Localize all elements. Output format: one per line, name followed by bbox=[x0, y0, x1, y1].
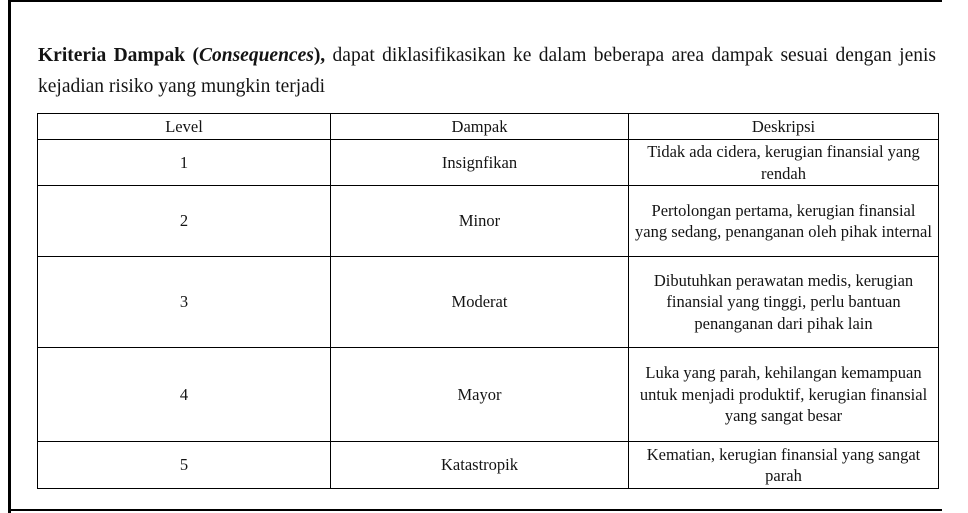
cell-deskripsi: Luka yang parah, kehilangan kemampuan untuk menjadi produktif, kerugian finansial yang sangat besar bbox=[629, 348, 939, 442]
heading-rest: dapat diklasifikasikan ke dalam beberapa area dampak sesuai dengan jenis kejadian risiko yang mungkin terjadi bbox=[38, 44, 936, 97]
table-header-row bbox=[38, 114, 939, 140]
cell-dampak: Minor bbox=[331, 186, 629, 257]
heading-bold-suffix: ), bbox=[313, 44, 326, 66]
page-border-bottom bbox=[8, 509, 942, 511]
consequence-criteria-table bbox=[37, 113, 939, 489]
table-row bbox=[38, 442, 939, 489]
cell-deskripsi: Pertolongan pertama, kerugian finansial yang sedang, penanganan oleh pihak internal bbox=[629, 186, 939, 257]
cell-deskripsi: Tidak ada cidera, kerugian finansial yang rendah bbox=[629, 140, 939, 186]
cell-level: 2 bbox=[38, 186, 331, 257]
page-border-top bbox=[8, 0, 942, 2]
column-header-level: Level bbox=[38, 114, 331, 140]
table-row bbox=[38, 186, 939, 257]
cell-level: 4 bbox=[38, 348, 331, 442]
table-row bbox=[38, 348, 939, 442]
cell-level: 5 bbox=[38, 442, 331, 489]
table-row bbox=[38, 140, 939, 186]
cell-dampak: Mayor bbox=[331, 348, 629, 442]
page-border-left bbox=[8, 0, 11, 513]
column-header-dampak: Dampak bbox=[331, 114, 629, 140]
cell-dampak: Moderat bbox=[331, 257, 629, 348]
cell-level: 1 bbox=[38, 140, 331, 186]
table-row bbox=[38, 257, 939, 348]
column-header-deskripsi: Deskripsi bbox=[629, 114, 939, 140]
cell-level: 3 bbox=[38, 257, 331, 348]
cell-dampak: Insignfikan bbox=[331, 140, 629, 186]
cell-dampak: Katastropik bbox=[331, 442, 629, 489]
heading-italic-term: Consequences bbox=[198, 44, 314, 66]
heading-bold-prefix: Kriteria Dampak ( bbox=[38, 44, 199, 66]
section-heading bbox=[38, 40, 936, 102]
cell-deskripsi: Kematian, kerugian finansial yang sangat parah bbox=[629, 442, 939, 489]
cell-deskripsi: Dibutuhkan perawatan medis, kerugian finansial yang tinggi, perlu bantuan penanganan dari pihak lain bbox=[629, 257, 939, 348]
